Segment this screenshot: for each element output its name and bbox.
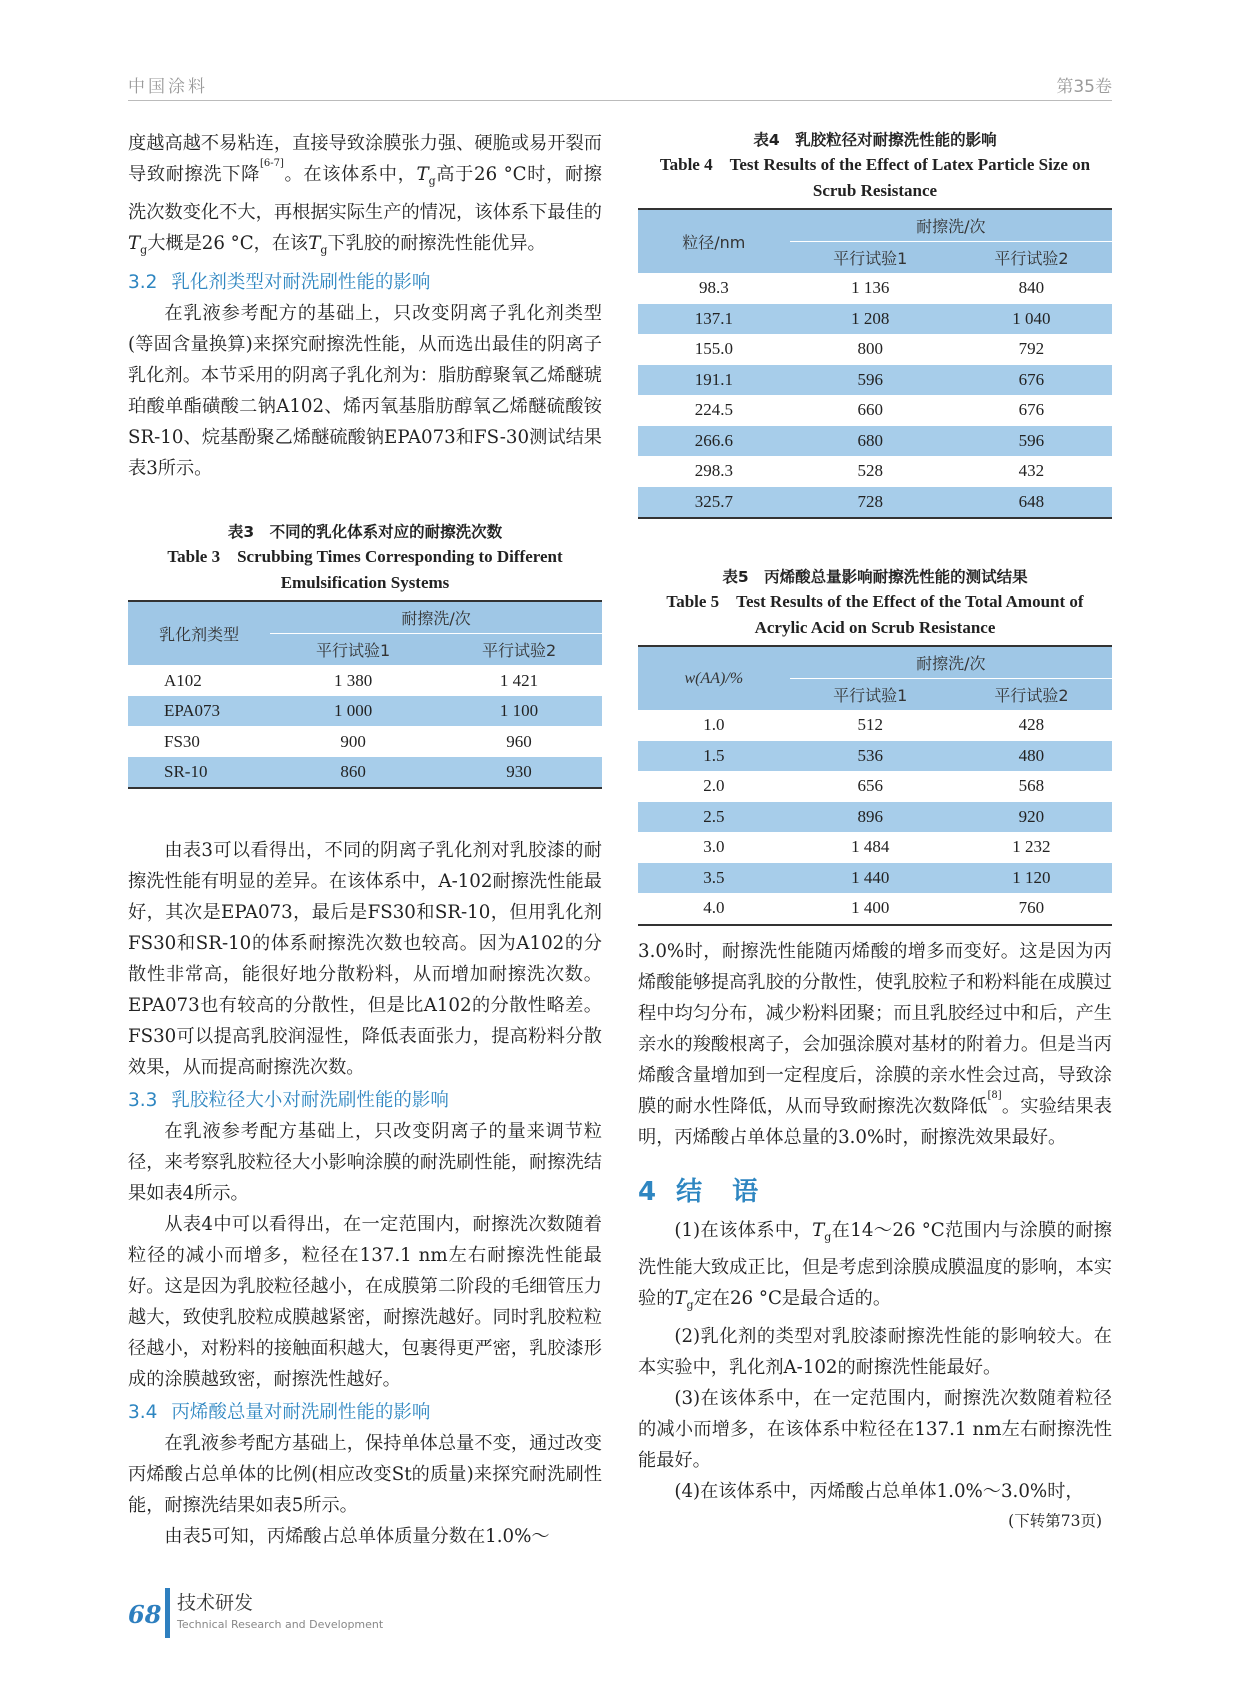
table-row: EPA073 1 000 1 100 (128, 696, 602, 727)
table-row: 3.0 1 484 1 232 (703, 837, 1051, 857)
section-heading-3-4: 3.4 丙烯酸总量对耐洗刷性能的影响 (128, 1402, 431, 1424)
table-header-cell: 粒径/nm (638, 209, 790, 273)
continued-note: (下转第73页) (1008, 1511, 1102, 1530)
table-3 (128, 600, 602, 789)
conclusion-4: (4)在该体系中，丙烯酸占总单体1.0%～3.0%时， (674, 1480, 1084, 1502)
section-label-en: Technical Research and Development (177, 1618, 384, 1631)
table-header-cell: 乳化剂类型 (128, 601, 270, 665)
conclusion-2: (2)乳化剂的类型对乳胶漆耐擦洗性能的影响较大。在本实验中，乳化剂A-102的耐擦洗性能最好。 (638, 1325, 1112, 1378)
table-header-cell: 平行试验1 (270, 634, 436, 666)
table-5-caption-cn: 表5 丙烯酸总量影响耐擦洗性能的测试结果 (722, 568, 1028, 586)
journal-name: 中国涂料 (128, 77, 208, 97)
table-row: 325.7 728 648 (638, 487, 1112, 519)
conclusion-3: (3)在该体系中，在一定范围内，耐擦洗次数随着粒径的减小而增多，在该体系中粒径在137.1 nm左右耐擦洗性能最好。 (638, 1387, 1112, 1471)
table-row: A102 1 380 1 421 (164, 670, 539, 690)
table-row: 191.1 596 676 (638, 365, 1112, 396)
table-5 (638, 645, 1112, 926)
table-row: 2.5 896 920 (638, 802, 1112, 833)
table-header-cell: w(AA)/% (638, 646, 790, 710)
table-header-cell: 平行试验2 (951, 242, 1112, 274)
paragraph: 在乳液参考配方的基础上，只改变阴离子乳化剂类型(等固含量换算)来探究耐擦洗性能，从而选出最佳的阴离子乳化剂。本节采用的阴离子乳化剂为：脂肪醇聚氧乙烯醚琥珀酸单酯磺酸二钠A102、烯丙氧基脂肪醇氧乙烯醚硫酸铵SR-10、烷基酚聚乙烯醚硫酸钠EPA073和FS-30测试结果表3所示。 (128, 303, 602, 480)
paragraph-continued: 度越高越不易粘连，直接导致涂膜张力强、硬脆或易开裂而导致耐擦洗下降[6-7]。在该体系中，$T_g$高于26 °C时，耐擦洗次数变化不大，再根据实际生产的情况，该体系下最佳的$T_g$大概是26 °C，在该$T_g$下乳胶的耐擦洗性能优异。 (128, 133, 602, 257)
paragraph: 从表4中可以看得出，在一定范围内，耐擦洗次数随着粒径的减小而增多，粒径在137.1 nm左右耐擦洗性能最好。这是因为乳胶粒径越小，在成膜第二阶段的毛细管压力越大，致使乳胶粒成膜越紧密，耐擦洗越好。同时乳胶粒粒径越小，对粉料的接触面积越大，包裹得更严密，乳胶漆形成的涂膜越致密，耐擦洗性越好。 (128, 1214, 602, 1391)
table-header-cell: 平行试验1 (790, 679, 951, 711)
table-row: 1.0 512 428 (703, 715, 1045, 735)
table-row: 3.5 1 440 1 120 (638, 863, 1112, 894)
table-header-cell: 耐擦洗/次 (790, 646, 1112, 679)
table-4-caption-cn: 表4 乳胶粒径对耐擦洗性能的影响 (753, 131, 997, 149)
table-3-caption-en: Table 3 Scrubbing Times Corresponding to Different Emulsification Systems (167, 547, 563, 593)
conclusion-1: (1)在该体系中，$T_g$在14～26 °C范围内与涂膜的耐擦洗性能大致成正比，但是考虑到涂膜成膜温度的影响，本实验的$T_g$定在26 °C是最合适的。 (638, 1219, 1112, 1312)
table-4 (638, 208, 1112, 519)
table-row: 2.0 656 568 (703, 776, 1045, 796)
table-row: 266.6 680 596 (638, 426, 1112, 457)
paragraph: 在乳液参考配方基础上，只改变阴离子的量来调节粒径，来考察乳胶粒径大小影响涂膜的耐洗刷性能，耐擦洗结果如表4所示。 (128, 1121, 602, 1205)
paragraph-continued: 3.0%时，耐擦洗性能随丙烯酸的增多而变好。这是因为丙烯酸能够提高乳胶的分散性，使乳胶粒子和粉料能在成膜过程中均匀分布，减少粉料团聚；而且乳胶经过中和后，产生亲水的羧酸根离子，会加强涂膜对基材的附着力。但是当丙烯酸含量增加到一定程度后，涂膜的亲水性会过高，导致涂膜的耐水性降低，从而导致耐擦洗次数降低[8]。实验结果表明，丙烯酸占单体总量的3.0%时，耐擦洗效果最好。 (638, 940, 1112, 1148)
table-header-cell: 耐擦洗/次 (270, 601, 602, 634)
paragraph: 由表5可知，丙烯酸占总单体质量分数在1.0%～ (164, 1526, 550, 1548)
table-row: 98.3 1 136 840 (698, 278, 1045, 298)
volume-label: 第35卷 (1056, 77, 1112, 97)
table-row: SR-10 860 930 (128, 757, 602, 789)
table-header-cell: 平行试验2 (951, 679, 1112, 711)
table-header-cell: 平行试验1 (790, 242, 951, 274)
table-5-caption-en: Table 5 Test Results of the Effect of the Total Amount of Acrylic Acid on Scrub Resistance (666, 592, 1084, 637)
table-header-cell: 平行试验2 (436, 634, 602, 666)
right-column (638, 128, 1112, 1531)
table-row: 137.1 1 208 1 040 (638, 304, 1112, 335)
section-heading-3-2: 3.2 乳化剂类型对耐洗刷性能的影响 (128, 272, 431, 294)
table-row: 4.0 1 400 760 (638, 893, 1112, 925)
section-heading-3-3: 3.3 乳胶粒径大小对耐洗刷性能的影响 (128, 1090, 449, 1112)
footer-divider (165, 1588, 170, 1638)
table-row: 1.5 536 480 (638, 741, 1112, 772)
table-header-cell: 耐擦洗/次 (790, 209, 1112, 242)
section-label-cn: 技术研发 (177, 1592, 254, 1614)
running-header (128, 70, 1112, 101)
table-row: 224.5 660 676 (694, 400, 1045, 420)
table-3-caption-cn: 表3 不同的乳化体系对应的耐擦洗次数 (227, 523, 503, 542)
left-column (128, 128, 602, 1552)
page-number: 68 (128, 1600, 162, 1629)
table-row: 155.0 800 792 (694, 339, 1045, 359)
table-row: FS30 900 960 (164, 731, 532, 751)
paragraph: 在乳液参考配方基础上，保持单体总量不变，通过改变丙烯酸占总单体的比例(相应改变St的质量)来探究耐洗刷性能，耐擦洗结果如表5所示。 (128, 1433, 602, 1517)
table-row: 298.3 528 432 (694, 461, 1045, 481)
section-heading-4: 4 结 语 (638, 1176, 761, 1207)
table-4-caption-en: Table 4 Test Results of the Effect of Latex Particle Size on Scrub Resistance (659, 155, 1091, 200)
paragraph: 由表3可以看得出，不同的阴离子乳化剂对乳胶漆的耐擦洗性能有明显的差异。在该体系中，A-102耐擦洗性能最好，其次是EPA073，最后是FS30和SR-10，但用乳化剂FS30和SR-10的体系耐擦洗次数也较高。因为A102的分散性非常高，能很好地分散粉料，从而增加耐擦洗次数。EPA073也有较高的分散性，但是比A102的分散性略差。FS30可以提高乳胶润湿性，降低表面张力，提高粉料分散效果，从而提高耐擦洗次数。 (128, 840, 602, 1079)
